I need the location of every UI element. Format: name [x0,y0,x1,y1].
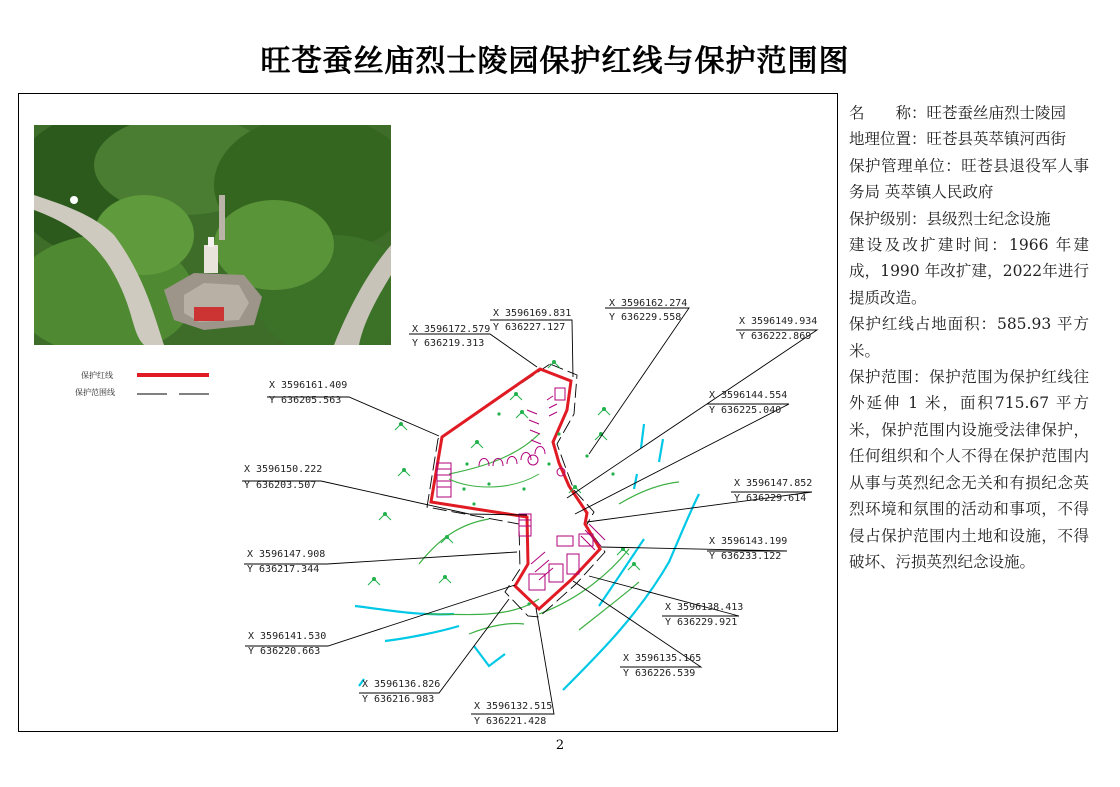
coord-y: Y 636221.428 [474,716,547,727]
legend-red-line-label: 保护红线 [81,371,113,380]
coord-x: X 3596144.554 [709,390,788,401]
coord-y: Y 636229.614 [734,493,807,504]
coord-y: Y 636229.558 [609,312,682,323]
coord-x: X 3596135.165 [623,653,702,664]
legend [75,370,209,397]
coord-x: X 3596161.409 [269,380,348,391]
coord-y: Y 636219.313 [412,338,485,349]
coord-x: X 3596141.530 [248,631,327,642]
coord-x: X 3596136.826 [362,679,441,690]
info-area: 保护红线占地面积：585.93 平方米。 [849,315,1089,360]
coord-x: X 3596132.515 [474,701,553,712]
coord-x: X 3596162.274 [609,298,688,309]
info-management: 保护管理单位：旺苍县退役军人事务局 英萃镇人民政府 [849,156,1089,202]
coord-x: X 3596172.579 [412,324,491,335]
coord-x: X 3596147.908 [247,549,326,560]
coord-x: X 3596138.413 [665,602,744,613]
info-level: 保护级别：县级烈士纪念设施 [849,209,1051,228]
coord-y: Y 636205.563 [269,395,342,406]
coord-y: Y 636217.344 [247,564,320,575]
coord-x: X 3596149.934 [739,316,818,327]
coord-y: Y 636227.127 [493,322,566,333]
map-frame [18,93,838,732]
coord-y: Y 636203.507 [244,480,317,491]
coord-y: Y 636220.663 [248,646,321,657]
coord-y: Y 636216.983 [362,694,435,705]
coord-y: Y 636229.921 [665,617,738,628]
info-location: 地理位置：旺苍县英萃镇河西街 [849,130,1067,149]
coord-y: Y 636225.040 [709,405,782,416]
page-title: 旺苍蚕丝庙烈士陵园保护红线与保护范围图 [260,44,850,79]
info-name: 名 称：旺苍蚕丝庙烈士陵园 [849,104,1067,122]
coord-x: X 3596143.199 [709,536,788,547]
info-panel [849,100,1089,575]
info-history: 建设及改扩建时间：1966 年建成，1990 年改扩建，2022年进行提质改造。 [849,236,1089,307]
coord-x: X 3596169.831 [493,308,572,319]
coord-y: Y 636233.122 [709,551,782,562]
coord-x: X 3596150.222 [244,464,323,475]
legend-range-line-label: 保护范围线 [75,388,115,397]
info-range: 保护范围：保护范围为保护红线往外延伸 1 米，面积715.67 平方米，保护范围内设施受法律保护，任何组织和个人不得在保护范围内从事与英烈纪念无关和有损纪念英烈环境和氛围的活动和事项，不得侵占保护范围内土地和设施，不得破坏、污损英烈纪念设施。 [849,368,1089,571]
site-map [19,94,839,733]
coord-y: Y 636226.539 [623,668,696,679]
coord-y: Y 636222.869 [739,331,812,342]
coord-x: X 3596147.852 [734,478,813,489]
page-number: 2 [555,738,565,753]
